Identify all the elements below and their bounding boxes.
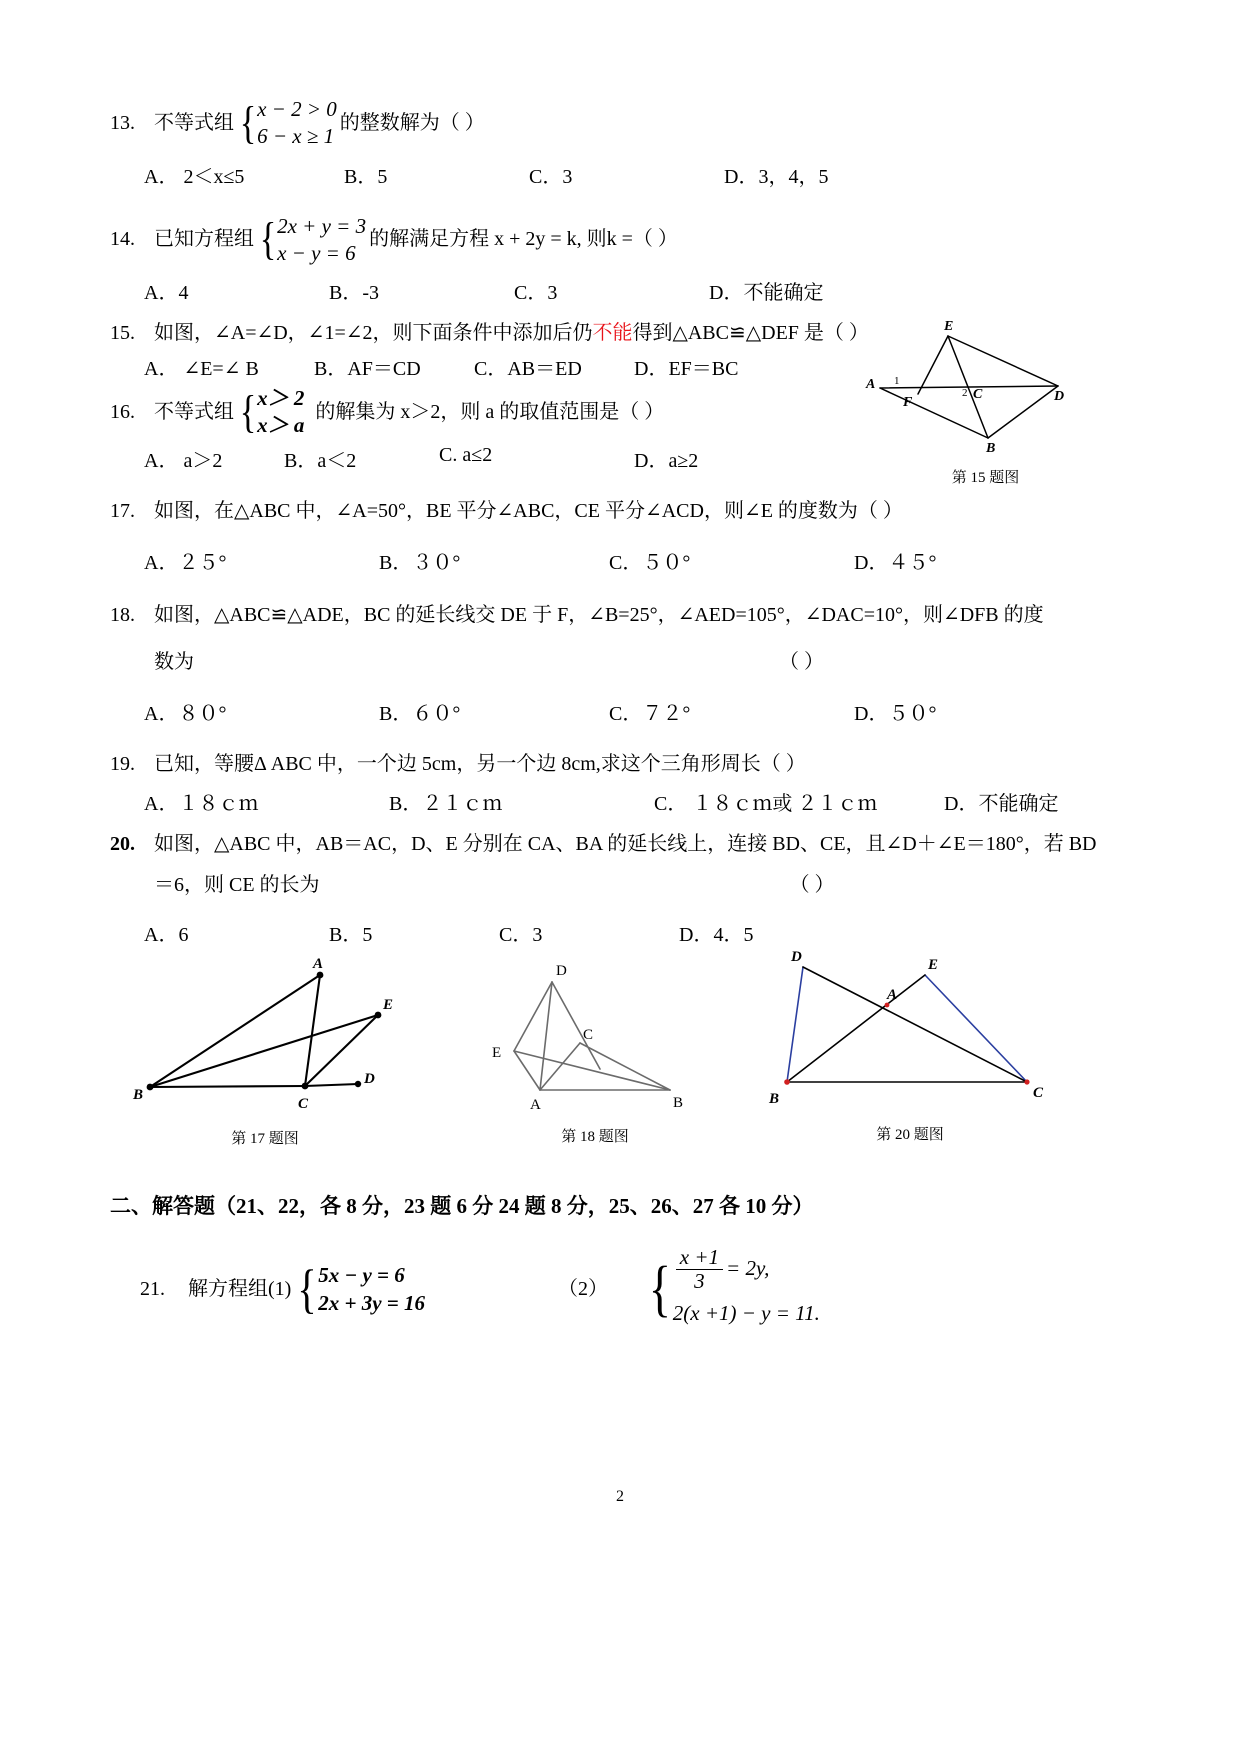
figure-15-label-F: F bbox=[903, 395, 913, 410]
figure-20-label-A: A bbox=[887, 986, 898, 1003]
figure-15-label-C: C bbox=[973, 387, 983, 402]
figure-18-label-D: D bbox=[556, 962, 567, 979]
figure-18-drawing bbox=[470, 947, 720, 1117]
figure-15-drawing bbox=[858, 316, 1113, 456]
figure-20 bbox=[765, 945, 1055, 1144]
figure-15-label-E: E bbox=[944, 319, 954, 334]
option-c[interactable]: C．AB＝ED bbox=[474, 358, 582, 381]
question-20 bbox=[110, 830, 1140, 947]
section-two-heading: 二、解答题（21、22，各 8 分，23 题 6 分 24 题 8 分，25、26、27 各 10 分） bbox=[110, 1193, 814, 1218]
question-14-stem-post: 的解满足方程 x + 2y = k, 则k =（ ） bbox=[369, 228, 678, 251]
page-number: 2 bbox=[616, 1488, 624, 1505]
question-13-stem-post: 的整数解为（ ） bbox=[339, 111, 485, 134]
figure-15-caption: 第 15 题图 bbox=[951, 470, 1020, 486]
option-a[interactable]: A．２５° bbox=[144, 551, 227, 574]
question-18-stem-line2 bbox=[110, 648, 1140, 677]
question-17-number: 17. bbox=[110, 499, 135, 522]
question-16-system bbox=[237, 385, 304, 440]
option-d[interactable]: D．不能确定 bbox=[944, 792, 1059, 815]
brace-icon: { bbox=[239, 96, 257, 148]
figure-17-label-C: C bbox=[298, 1095, 309, 1112]
question-19 bbox=[110, 750, 1140, 816]
question-15-number: 15. bbox=[110, 322, 135, 345]
question-14-stem bbox=[110, 213, 1140, 268]
option-b[interactable]: B．a＜2 bbox=[284, 449, 357, 472]
system-row: x＞ a bbox=[257, 413, 305, 438]
figure-18-label-A: A bbox=[530, 1096, 541, 1113]
option-b[interactable]: B．5 bbox=[329, 923, 373, 946]
option-c[interactable]: C. a≤2 bbox=[439, 443, 493, 466]
system-row: x − 2 > 0 bbox=[257, 97, 337, 121]
option-a[interactable]: A．4 bbox=[144, 282, 189, 305]
option-b[interactable]: B．６０° bbox=[379, 702, 461, 725]
question-21 bbox=[110, 1246, 1140, 1334]
question-17-stem bbox=[110, 497, 1140, 526]
brace-icon: { bbox=[259, 213, 277, 265]
option-b[interactable]: B．5 bbox=[344, 165, 388, 188]
system-row: 2x + 3y = 16 bbox=[318, 1290, 426, 1315]
question-18-stem-line1 bbox=[110, 601, 1140, 630]
option-a[interactable]: A．6 bbox=[144, 923, 189, 946]
question-17 bbox=[110, 497, 1140, 575]
figure-20-caption: 第 20 题图 bbox=[876, 1126, 944, 1143]
question-21-system-2 bbox=[645, 1246, 820, 1334]
system-row: 5x − y = 6 bbox=[318, 1263, 405, 1288]
question-16-number: 16. bbox=[110, 400, 135, 423]
option-c[interactable]: C．3 bbox=[499, 923, 543, 946]
option-d[interactable]: D．4．5 bbox=[679, 923, 754, 946]
fraction bbox=[676, 1246, 723, 1294]
system-row: x＞ 2 bbox=[257, 386, 305, 411]
option-a[interactable]: A． ∠E=∠ B bbox=[144, 358, 259, 381]
question-21-number: 21. bbox=[140, 1278, 165, 1301]
question-16-stem-post: 的解集为 x＞2，则 a 的取值范围是（ ） bbox=[315, 400, 665, 423]
brace-icon: { bbox=[239, 386, 257, 438]
page-content bbox=[110, 96, 1140, 1338]
option-d[interactable]: D．EF＝BC bbox=[634, 358, 739, 381]
figure-20-label-B: B bbox=[769, 1090, 780, 1107]
fraction-tail: = 2y, bbox=[726, 1255, 770, 1280]
question-17-options bbox=[110, 546, 1140, 575]
question-18-stem-text-1: 如图，△ABC≌△ADE，BC 的延长线交 DE 于 F，∠B=25°，∠AED=105°，∠DAC=10°，则∠DFB 的度 bbox=[154, 603, 1044, 626]
figure-15-label-B: B bbox=[986, 441, 996, 456]
figure-18-label-E: E bbox=[492, 1044, 502, 1061]
question-18 bbox=[110, 601, 1140, 726]
figure-20-label-D: D bbox=[791, 948, 802, 965]
question-14-system bbox=[257, 213, 366, 268]
figure-17-label-D: D bbox=[364, 1070, 375, 1087]
figure-17-label-E: E bbox=[383, 996, 394, 1013]
option-a[interactable]: A．１８ｃｍ bbox=[144, 792, 259, 815]
question-18-answer-paren: （ ） bbox=[779, 650, 824, 673]
question-18-options bbox=[110, 697, 1140, 726]
figure-17 bbox=[130, 953, 400, 1148]
option-d[interactable]: D．a≥2 bbox=[634, 449, 699, 472]
question-13-options bbox=[110, 160, 1140, 189]
question-21-row bbox=[110, 1246, 1140, 1334]
question-14-stem-pre: 已知方程组 bbox=[154, 228, 254, 251]
figure-17-label-B: B bbox=[133, 1086, 144, 1103]
figure-17-caption: 第 17 题图 bbox=[231, 1130, 299, 1147]
question-20-options bbox=[110, 918, 1140, 947]
question-14-number: 14. bbox=[110, 228, 135, 251]
figure-18-label-B: B bbox=[673, 1094, 684, 1111]
figure-18-label-C: C bbox=[583, 1026, 594, 1043]
question-13-number: 13. bbox=[110, 111, 135, 134]
option-d[interactable]: D．５０° bbox=[854, 702, 937, 725]
question-13-stem bbox=[110, 96, 1140, 151]
figure-15-label-A: A bbox=[866, 377, 876, 392]
option-c[interactable]: C．3 bbox=[514, 282, 558, 305]
option-c[interactable]: C．５０° bbox=[609, 551, 691, 574]
question-20-stem-line2 bbox=[110, 871, 1140, 900]
option-a[interactable]: A． a＞2 bbox=[144, 449, 223, 472]
question-15-emphasis: 不能 bbox=[592, 322, 633, 345]
option-c[interactable]: C．3 bbox=[529, 165, 573, 188]
question-15-stem-b: 得到△ABC≌△DEF 是（ ） bbox=[632, 322, 869, 345]
question-20-answer-paren: （ ） bbox=[789, 873, 835, 896]
question-20-stem-text-1: 如图，△ABC 中，AB＝AC，D、E 分别在 CA、BA 的延长线上，连接 BD、CE，且∠D＋∠E＝180°，若 BD bbox=[154, 832, 1097, 855]
brace-icon: { bbox=[648, 1254, 672, 1323]
option-b[interactable]: B．３０° bbox=[379, 551, 461, 574]
system-row: 2(x +1) − y = 11. bbox=[672, 1300, 820, 1325]
figure-15-angle-2: 2 bbox=[962, 387, 968, 399]
option-a[interactable]: A． 2＜x≤5 bbox=[144, 165, 245, 188]
option-c[interactable]: C． １８ｃｍ或 ２１ｃｍ bbox=[654, 792, 878, 815]
system-row: x − y = 6 bbox=[277, 240, 356, 265]
option-d[interactable]: D．不能确定 bbox=[709, 282, 824, 305]
question-19-number: 19. bbox=[110, 752, 135, 775]
question-13 bbox=[110, 96, 1140, 189]
figure-17-drawing bbox=[130, 953, 400, 1113]
question-19-stem-text: 已知，等腰Δ ABC 中，一个边 5cm，另一个边 8cm,求这个三角形周长（ ） bbox=[154, 752, 806, 775]
question-13-system bbox=[237, 96, 337, 151]
option-d[interactable]: D．４５° bbox=[854, 551, 937, 574]
question-19-options bbox=[110, 787, 1140, 816]
question-14 bbox=[110, 213, 1140, 306]
system-row: 2x + y = 3 bbox=[277, 213, 367, 238]
question-21-part2-label: （2） bbox=[558, 1278, 609, 1301]
question-20-stem-line1 bbox=[110, 830, 1140, 859]
figure-15-label-D: D bbox=[1054, 389, 1065, 404]
fraction-numerator: x +1 bbox=[676, 1246, 723, 1271]
option-a[interactable]: A．８０° bbox=[144, 702, 227, 725]
figure-15 bbox=[858, 316, 1113, 487]
figure-15-angle-1: 1 bbox=[894, 375, 900, 387]
question-21-system-1 bbox=[294, 1259, 426, 1320]
option-b[interactable]: B．-3 bbox=[329, 282, 379, 305]
system-row: 6 − x ≥ 1 bbox=[257, 124, 335, 149]
question-20-number: 20. bbox=[110, 832, 135, 855]
question-17-stem-text: 如图，在△ABC 中，∠A=50°，BE 平分∠ABC，CE 平分∠ACD，则∠E 的度数为（ ） bbox=[154, 499, 903, 522]
figure-20-label-C: C bbox=[1033, 1084, 1044, 1101]
question-13-stem-pre: 不等式组 bbox=[154, 111, 234, 134]
question-20-stem-text-2: ＝6，则 CE 的长为 bbox=[154, 873, 320, 896]
option-d[interactable]: D．3，4，5 bbox=[724, 165, 829, 188]
brace-icon: { bbox=[297, 1259, 318, 1320]
figure-17-label-A: A bbox=[313, 955, 324, 972]
question-21-label: 解方程组(1) bbox=[188, 1278, 292, 1301]
fraction-denominator: 3 bbox=[694, 1269, 705, 1294]
question-15-stem-a: 如图，∠A=∠D，∠1=∠2，则下面条件中添加后仍 bbox=[154, 322, 593, 345]
figure-20-drawing bbox=[765, 945, 1055, 1115]
figure-18-caption: 第 18 题图 bbox=[561, 1128, 629, 1145]
question-14-options bbox=[110, 276, 1140, 305]
question-18-stem-text-2: 数为 bbox=[154, 650, 194, 673]
question-18-number: 18. bbox=[110, 603, 135, 626]
figure-18 bbox=[470, 947, 720, 1146]
question-16-stem-pre: 不等式组 bbox=[154, 400, 234, 423]
system-row-fraction bbox=[673, 1246, 820, 1294]
question-19-stem bbox=[110, 750, 1140, 779]
option-c[interactable]: C．７２° bbox=[609, 702, 691, 725]
figure-20-label-E: E bbox=[928, 956, 939, 973]
option-b[interactable]: B．AF＝CD bbox=[314, 358, 421, 381]
figure-row bbox=[110, 948, 1140, 1158]
option-b[interactable]: B．２１ｃｍ bbox=[389, 792, 503, 815]
